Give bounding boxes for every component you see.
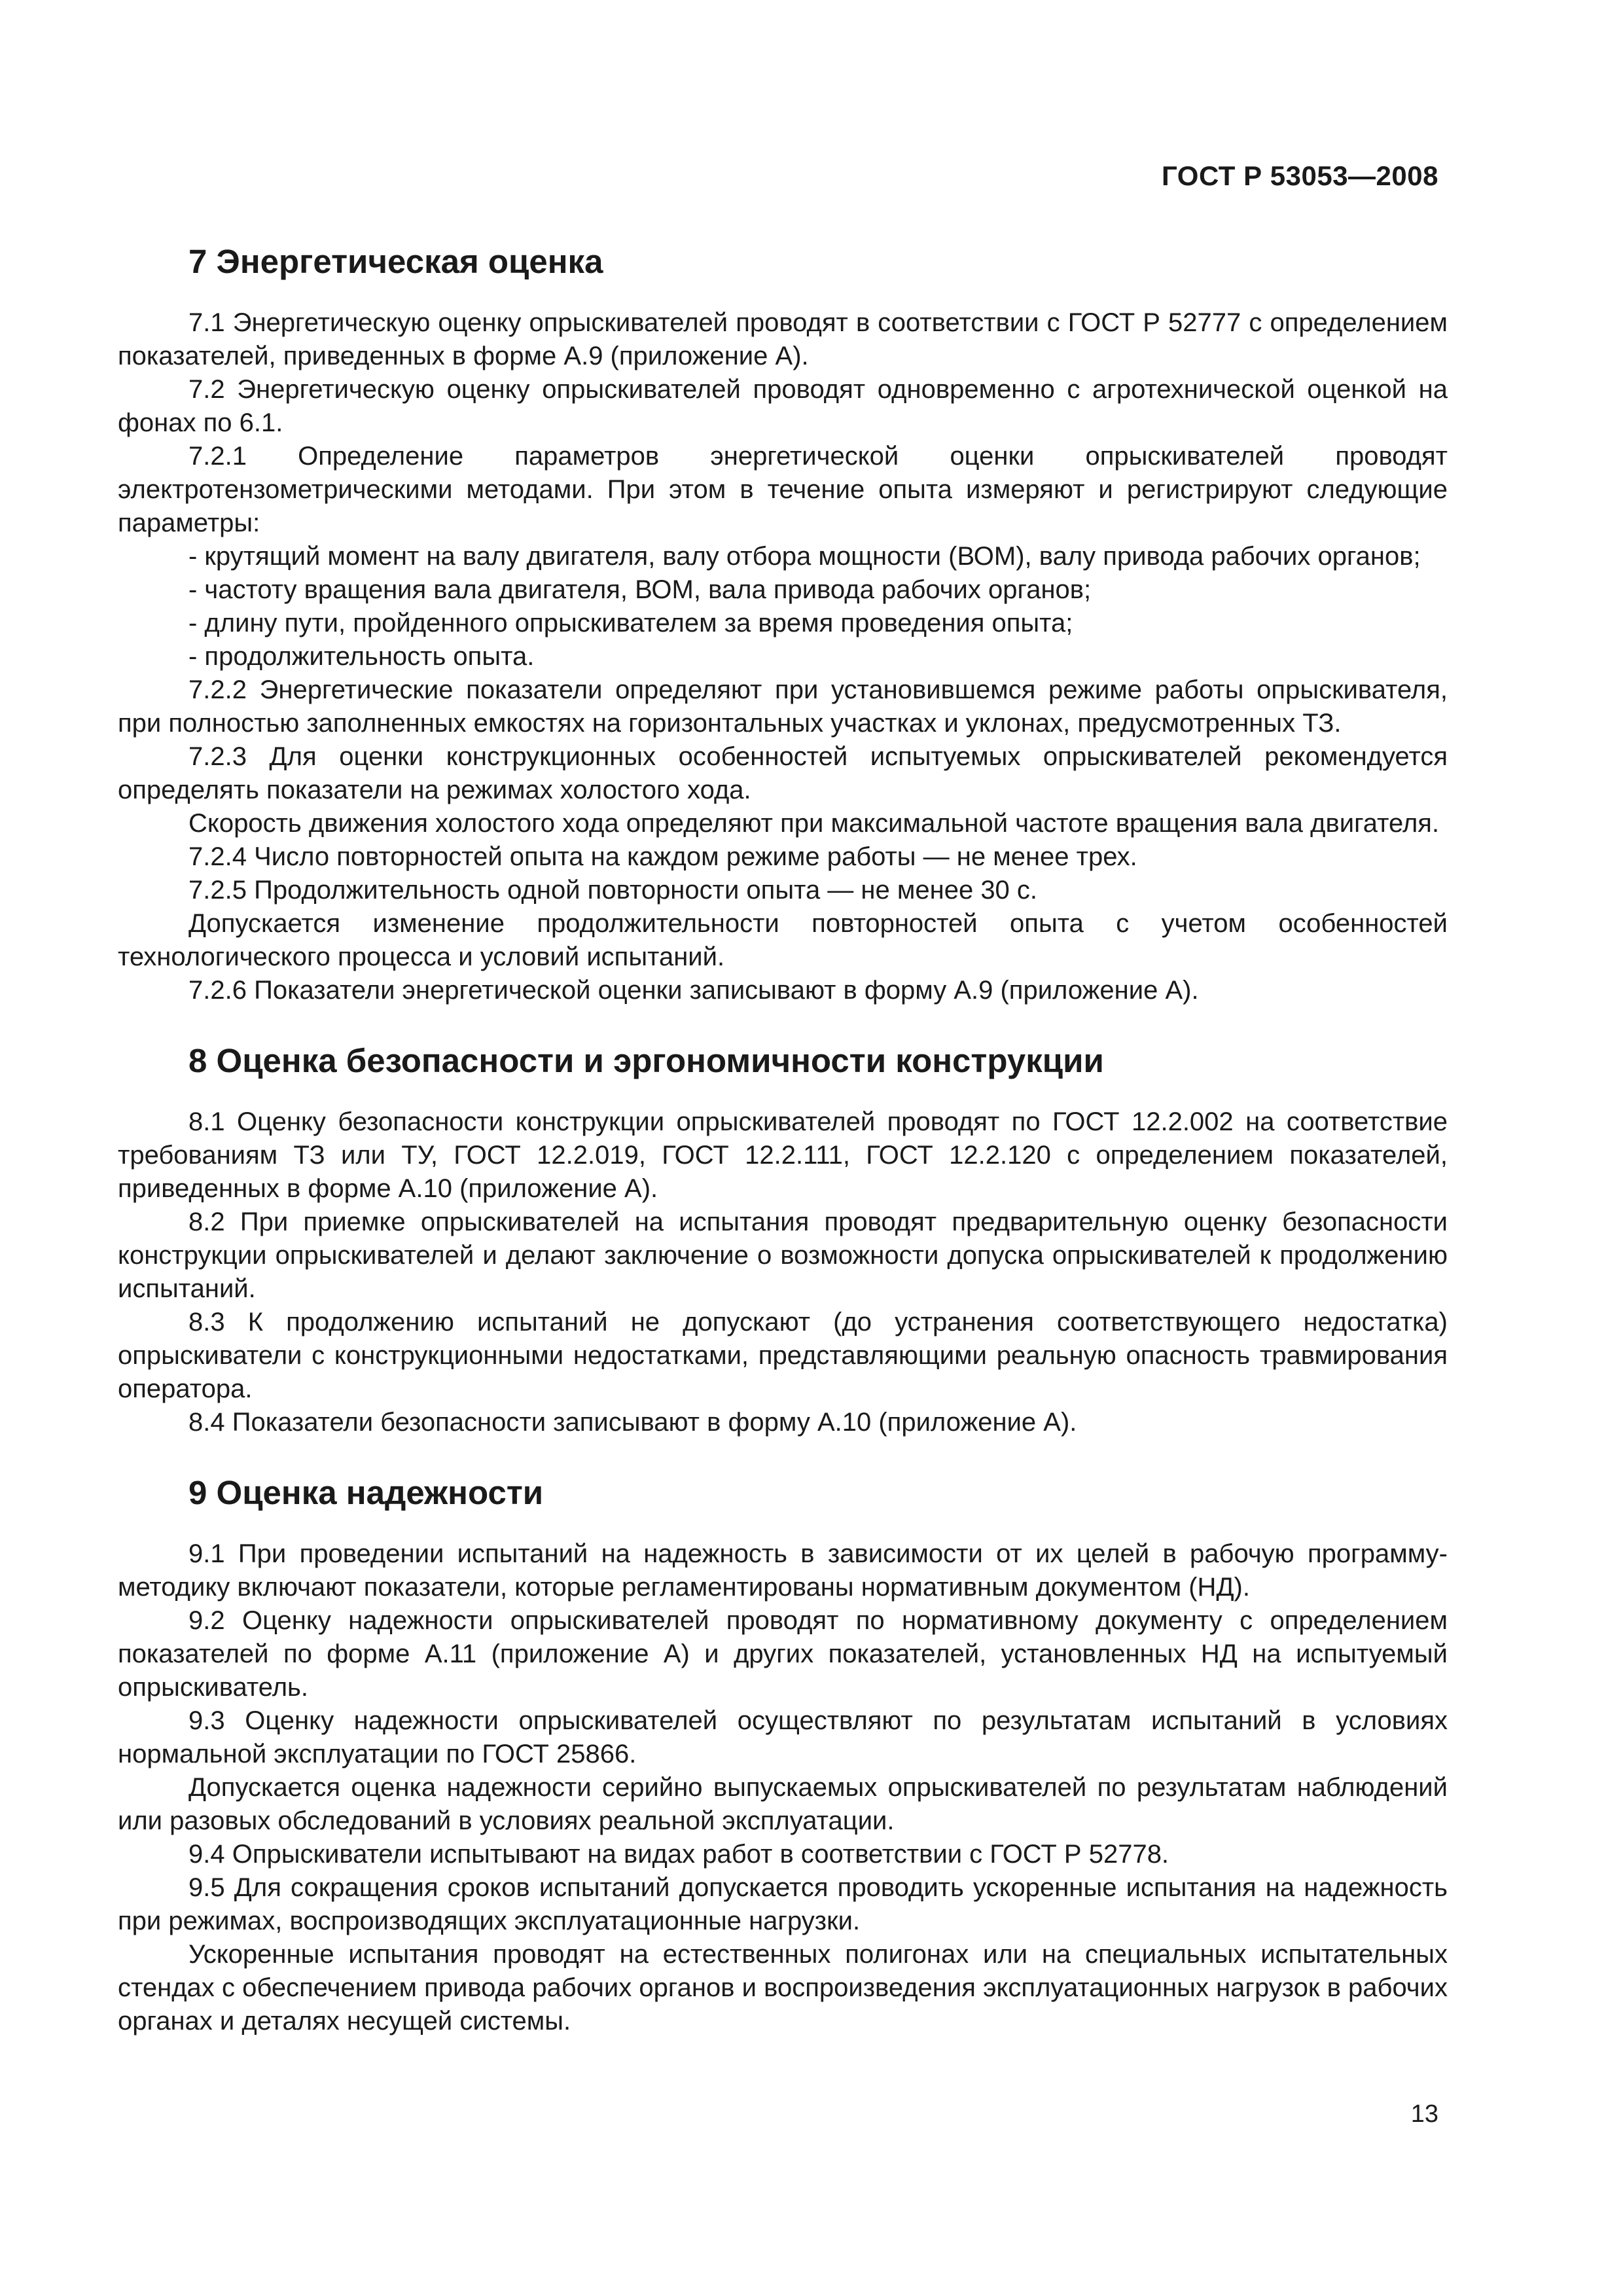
document-header: ГОСТ Р 53053—2008 <box>1162 160 1438 191</box>
paragraph-8-2: 8.2 При приемке опрыскивателей на испытания проводят предварительную оценку безопасности конструкции опрыскивателей и делают заключение о возможности допуска опрыскивателей к продолжению испытаний. <box>118 1208 1448 1303</box>
paragraph-8-3: 8.3 К продолжению испытаний не допускают (до устранения соответствующего недостатка) опрыскиватели с конструкционными недостатками, представляющими реальную опасность травмирования оператора. <box>118 1308 1448 1403</box>
paragraph-7-2-4: 7.2.4 Число повторностей опыта на каждом режиме работы — не менее трех. <box>188 842 1137 871</box>
section-heading-8: 8 Оценка безопасности и эргономичности конструкции <box>188 1042 1104 1079</box>
paragraph-8-1: 8.1 Оценку безопасности конструкции опрыскивателей проводят по ГОСТ 12.2.002 на соответствие требованиям ТЗ или ТУ, ГОСТ 12.2.019, ГОСТ 12.2.111, ГОСТ 12.2.120 с определением показателей, приведенных в форме А.10 (приложение А). <box>118 1107 1448 1203</box>
paragraph-serial-assessment: Допускается оценка надежности серийно выпускаемых опрыскивателей по результатам наблюдений или разовых обследований в условиях реальной эксплуатации. <box>118 1773 1448 1835</box>
paragraph-7-2-1: 7.2.1 Определение параметров энергетической оценки опрыскивателей проводят электротензометрическими методами. При этом в течение опыта измеряют и регистрируют следующие параметры: <box>118 442 1448 537</box>
document-body <box>118 242 1448 2038</box>
paragraph-accelerated-tests: Ускоренные испытания проводят на естественных полигонах или на специальных испытательных стендах с обеспечением привода рабочих органов и воспроизведения эксплуатационных нагрузок в рабочих органах и деталях несущей системы. <box>118 1940 1448 2036</box>
paragraph-7-2-6: 7.2.6 Показатели энергетической оценки записывают в форму А.9 (приложение А). <box>188 976 1199 1005</box>
paragraph-7-1: 7.1 Энергетическую оценку опрыскивателей проводят в соответствии с ГОСТ Р 52777 с определением показателей, приведенных в форме А.9 (приложение А). <box>118 308 1448 370</box>
paragraph-8-4: 8.4 Показатели безопасности записывают в форму А.10 (приложение А). <box>188 1408 1077 1437</box>
section-heading-7: 7 Энергетическая оценка <box>188 243 603 280</box>
list-item: - длину пути, пройденного опрыскивателем за время проведения опыта; <box>188 609 1073 637</box>
paragraph-9-2: 9.2 Оценку надежности опрыскивателей проводят по нормативному документу с определением показателей по форме А.11 (приложение А) и других показателей, установленных НД на испытуемый опрыскиватель. <box>118 1606 1448 1702</box>
paragraph-9-1: 9.1 При проведении испытаний на надежность в зависимости от их целей в рабочую программу-методику включают показатели, которые регламентированы нормативным документом (НД). <box>118 1539 1448 1602</box>
paragraph-7-2-5: 7.2.5 Продолжительность одной повторности опыта — не менее 30 с. <box>188 876 1038 905</box>
list-item: - крутящий момент на валу двигателя, валу отбора мощности (ВОМ), валу привода рабочих органов; <box>188 542 1421 571</box>
paragraph-9-4: 9.4 Опрыскиватели испытывают на видах работ в соответствии с ГОСТ Р 52778. <box>188 1840 1169 1869</box>
paragraph-7-2-3: 7.2.3 Для оценки конструкционных особенностей испытуемых опрыскивателей рекомендуется определять показатели на режимах холостого хода. <box>118 742 1448 804</box>
paragraph-9-5: 9.5 Для сокращения сроков испытаний допускается проводить ускоренные испытания на надежность при режимах, воспроизводящих эксплуатационные нагрузки. <box>118 1873 1448 1935</box>
paragraph-7-2-2: 7.2.2 Энергетические показатели определяют при установившемся режиме работы опрыскивателя, при полностью заполненных емкостях на горизонтальных участках и уклонах, предусмотренных ТЗ. <box>118 675 1448 738</box>
section-heading-9: 9 Оценка надежности <box>188 1474 544 1511</box>
list-item: - продолжительность опыта. <box>188 642 535 671</box>
paragraph-duration-change: Допускается изменение продолжительности повторностей опыта с учетом особенностей технологического процесса и условий испытаний. <box>118 909 1448 971</box>
paragraph-idle-speed: Скорость движения холостого хода определяют при максимальной частоте вращения вала двигателя. <box>188 809 1440 838</box>
list-item: - частоту вращения вала двигателя, ВОМ, вала привода рабочих органов; <box>188 575 1092 604</box>
paragraph-9-3: 9.3 Оценку надежности опрыскивателей осуществляют по результатам испытаний в условиях нормальной эксплуатации по ГОСТ 25866. <box>118 1706 1448 1768</box>
paragraph-7-2: 7.2 Энергетическую оценку опрыскивателей проводят одновременно с агротехнической оценкой на фонах по 6.1. <box>118 375 1448 437</box>
page-number: 13 <box>1410 2100 1438 2128</box>
